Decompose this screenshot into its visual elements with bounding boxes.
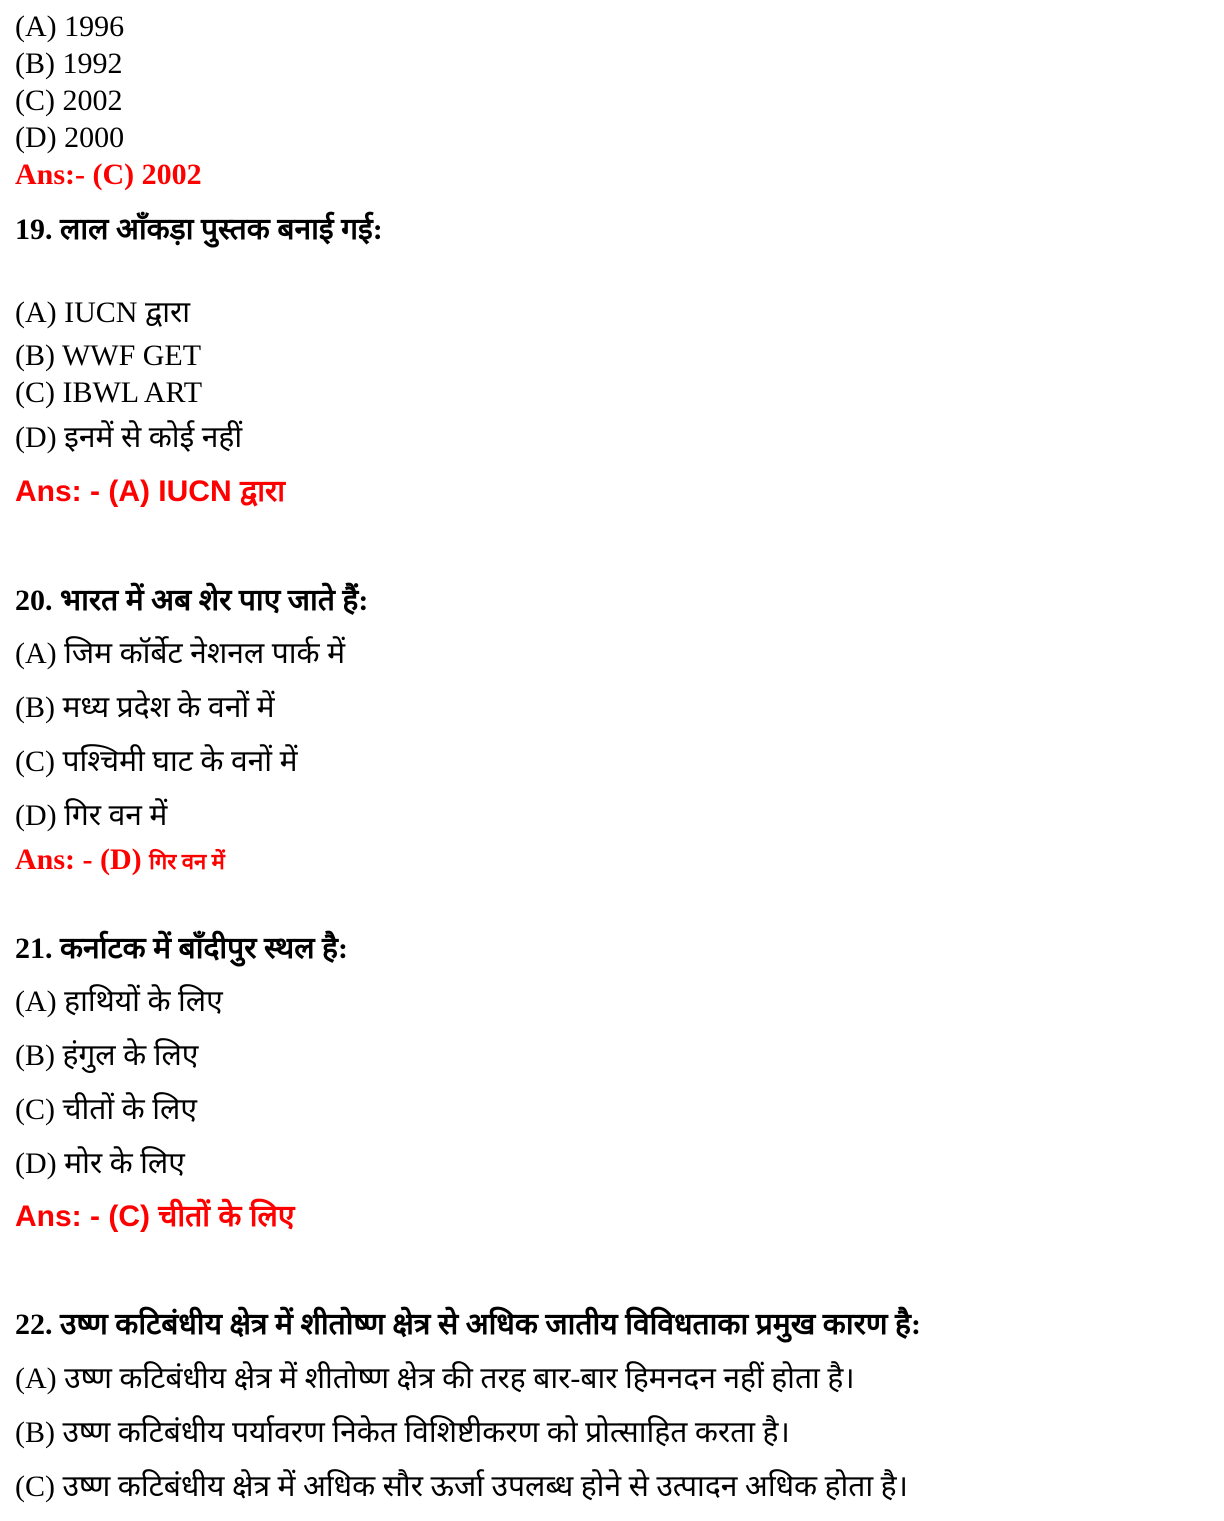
q19-answer: Ans: - (A) IUCN द्वारा xyxy=(15,475,286,508)
q21-option-b: (B) हंगुल के लिए xyxy=(15,1039,199,1072)
prev-option-a: (A) 1996 xyxy=(15,10,125,43)
prev-option-d: (D) 2000 xyxy=(15,121,125,154)
q20-question: 20. भारत में अब शेर पाए जाते हैं: xyxy=(15,584,369,617)
q19-option-b: (B) WWF GET xyxy=(15,339,202,372)
q20-answer-prefix: Ans: - (D) xyxy=(15,843,150,876)
q21-option-d: (D) मोर के लिए xyxy=(15,1147,185,1180)
q21-question: 21. कर्नाटक में बाँदीपुर स्थल है: xyxy=(15,932,348,965)
q20-option-b: (B) मध्य प्रदेश के वनों में xyxy=(15,691,275,724)
q22-option-a: (A) उष्ण कटिबंधीय क्षेत्र में शीतोष्ण क्षेत्र की तरह बार-बार हिमनदन नहीं होता है। xyxy=(15,1362,855,1395)
q20-answer xyxy=(15,842,225,880)
q22-option-b: (B) उष्ण कटिबंधीय पर्यावरण निकेत विशिष्टीकरण को प्रोत्साहित करता है। xyxy=(15,1416,790,1449)
q20-option-c: (C) पश्चिमी घाट के वनों में xyxy=(15,745,298,778)
q22-option-c: (C) उष्ण कटिबंधीय क्षेत्र में अधिक सौर ऊर्जा उपलब्ध होने से उत्पादन अधिक होता है। xyxy=(15,1470,908,1503)
q19-question: 19. लाल आँकड़ा पुस्तक बनाई गई: xyxy=(15,213,383,246)
q21-answer: Ans: - (C) चीतों के लिए xyxy=(15,1200,295,1233)
q19-option-a: (A) IUCN द्वारा xyxy=(15,296,191,329)
q20-option-d: (D) गिर वन में xyxy=(15,799,168,832)
q20-answer-text: गिर वन में xyxy=(149,849,225,874)
prev-option-c: (C) 2002 xyxy=(15,84,123,117)
prev-option-b: (B) 1992 xyxy=(15,47,123,80)
q19-option-d: (D) इनमें से कोई नहीं xyxy=(15,421,243,454)
q22-question: 22. उष्ण कटिबंधीय क्षेत्र में शीतोष्ण क्षेत्र से अधिक जातीय विविधताका प्रमुख कारण है: xyxy=(15,1308,921,1341)
q20-option-a: (A) जिम कॉर्बेट नेशनल पार्क में xyxy=(15,637,346,670)
q21-option-a: (A) हाथियों के लिए xyxy=(15,985,223,1018)
q19-option-c: (C) IBWL ART xyxy=(15,376,203,409)
q21-option-c: (C) चीतों के लिए xyxy=(15,1093,197,1126)
prev-answer: Ans:- (C) 2002 xyxy=(15,158,202,191)
